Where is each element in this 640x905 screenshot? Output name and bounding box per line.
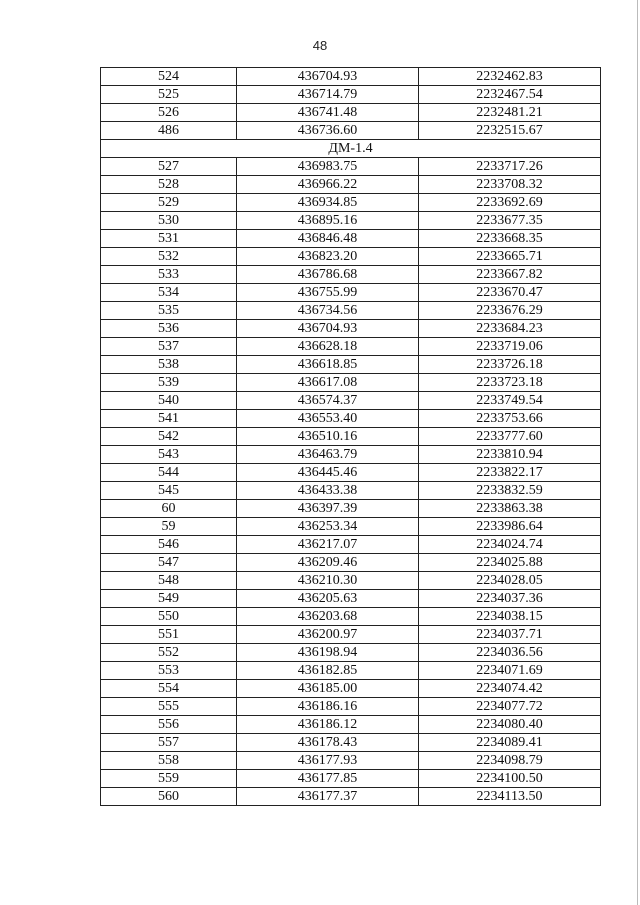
point-number-cell: 548 [101, 572, 237, 590]
y-coordinate-cell: 2234028.05 [419, 572, 601, 590]
y-coordinate-cell: 2233723.18 [419, 374, 601, 392]
x-coordinate-cell: 436895.16 [237, 212, 419, 230]
y-coordinate-cell: 2234025.88 [419, 554, 601, 572]
point-number-cell: 530 [101, 212, 237, 230]
table-row [101, 104, 601, 122]
point-number-cell: 539 [101, 374, 237, 392]
y-coordinate-cell: 2233822.17 [419, 464, 601, 482]
y-coordinate-cell: 2233749.54 [419, 392, 601, 410]
coordinates-table-body [101, 68, 601, 806]
point-number-cell: 541 [101, 410, 237, 428]
table-row [101, 284, 601, 302]
table-row [101, 374, 601, 392]
point-number-cell: 486 [101, 122, 237, 140]
y-coordinate-cell: 2233719.06 [419, 338, 601, 356]
y-coordinate-cell: 2232462.83 [419, 68, 601, 86]
point-number-cell: 542 [101, 428, 237, 446]
table-row [101, 734, 601, 752]
table-row [101, 464, 601, 482]
y-coordinate-cell: 2234098.79 [419, 752, 601, 770]
section-header-row [101, 140, 601, 158]
table-row [101, 356, 601, 374]
x-coordinate-cell: 436617.08 [237, 374, 419, 392]
section-label: ДМ-1.4 [101, 140, 601, 158]
table-row [101, 122, 601, 140]
x-coordinate-cell: 436983.75 [237, 158, 419, 176]
table-row [101, 86, 601, 104]
point-number-cell: 546 [101, 536, 237, 554]
point-number-cell: 525 [101, 86, 237, 104]
point-number-cell: 543 [101, 446, 237, 464]
point-number-cell: 524 [101, 68, 237, 86]
x-coordinate-cell: 436178.43 [237, 734, 419, 752]
point-number-cell: 60 [101, 500, 237, 518]
y-coordinate-cell: 2234074.42 [419, 680, 601, 698]
x-coordinate-cell: 436734.56 [237, 302, 419, 320]
point-number-cell: 554 [101, 680, 237, 698]
y-coordinate-cell: 2234024.74 [419, 536, 601, 554]
table-row [101, 320, 601, 338]
point-number-cell: 535 [101, 302, 237, 320]
point-number-cell: 59 [101, 518, 237, 536]
point-number-cell: 549 [101, 590, 237, 608]
point-number-cell: 540 [101, 392, 237, 410]
x-coordinate-cell: 436628.18 [237, 338, 419, 356]
x-coordinate-cell: 436934.85 [237, 194, 419, 212]
x-coordinate-cell: 436714.79 [237, 86, 419, 104]
coordinates-table [100, 67, 601, 806]
point-number-cell: 544 [101, 464, 237, 482]
table-row [101, 572, 601, 590]
y-coordinate-cell: 2233810.94 [419, 446, 601, 464]
point-number-cell: 551 [101, 626, 237, 644]
x-coordinate-cell: 436704.93 [237, 68, 419, 86]
table-row [101, 482, 601, 500]
table-row [101, 590, 601, 608]
table-row [101, 176, 601, 194]
x-coordinate-cell: 436177.85 [237, 770, 419, 788]
y-coordinate-cell: 2232481.21 [419, 104, 601, 122]
table-row [101, 554, 601, 572]
table-row [101, 266, 601, 284]
page-edge-line [637, 0, 638, 905]
y-coordinate-cell: 2233777.60 [419, 428, 601, 446]
y-coordinate-cell: 2234037.71 [419, 626, 601, 644]
point-number-cell: 552 [101, 644, 237, 662]
y-coordinate-cell: 2234036.56 [419, 644, 601, 662]
table-row [101, 194, 601, 212]
point-number-cell: 538 [101, 356, 237, 374]
y-coordinate-cell: 2233717.26 [419, 158, 601, 176]
table-row [101, 500, 601, 518]
point-number-cell: 532 [101, 248, 237, 266]
y-coordinate-cell: 2233667.82 [419, 266, 601, 284]
x-coordinate-cell: 436209.46 [237, 554, 419, 572]
x-coordinate-cell: 436198.94 [237, 644, 419, 662]
x-coordinate-cell: 436200.97 [237, 626, 419, 644]
x-coordinate-cell: 436177.93 [237, 752, 419, 770]
point-number-cell: 557 [101, 734, 237, 752]
x-coordinate-cell: 436574.37 [237, 392, 419, 410]
y-coordinate-cell: 2233677.35 [419, 212, 601, 230]
x-coordinate-cell: 436203.68 [237, 608, 419, 626]
point-number-cell: 553 [101, 662, 237, 680]
x-coordinate-cell: 436966.22 [237, 176, 419, 194]
table-row [101, 536, 601, 554]
point-number-cell: 536 [101, 320, 237, 338]
y-coordinate-cell: 2234037.36 [419, 590, 601, 608]
table-row [101, 626, 601, 644]
point-number-cell: 533 [101, 266, 237, 284]
y-coordinate-cell: 2233676.29 [419, 302, 601, 320]
table-row [101, 788, 601, 806]
y-coordinate-cell: 2234100.50 [419, 770, 601, 788]
table-row [101, 770, 601, 788]
table-row [101, 212, 601, 230]
x-coordinate-cell: 436186.16 [237, 698, 419, 716]
y-coordinate-cell: 2234077.72 [419, 698, 601, 716]
table-row [101, 518, 601, 536]
table-row [101, 644, 601, 662]
y-coordinate-cell: 2234080.40 [419, 716, 601, 734]
point-number-cell: 558 [101, 752, 237, 770]
table-row [101, 680, 601, 698]
x-coordinate-cell: 436510.16 [237, 428, 419, 446]
x-coordinate-cell: 436786.68 [237, 266, 419, 284]
table-row [101, 410, 601, 428]
table-row [101, 662, 601, 680]
point-number-cell: 556 [101, 716, 237, 734]
page-number: 48 [312, 38, 328, 53]
table-row [101, 302, 601, 320]
table-row [101, 158, 601, 176]
point-number-cell: 555 [101, 698, 237, 716]
point-number-cell: 534 [101, 284, 237, 302]
y-coordinate-cell: 2232467.54 [419, 86, 601, 104]
table-row [101, 428, 601, 446]
y-coordinate-cell: 2233684.23 [419, 320, 601, 338]
x-coordinate-cell: 436186.12 [237, 716, 419, 734]
y-coordinate-cell: 2233692.69 [419, 194, 601, 212]
y-coordinate-cell: 2234071.69 [419, 662, 601, 680]
table-row [101, 230, 601, 248]
x-coordinate-cell: 436823.20 [237, 248, 419, 266]
table-row [101, 338, 601, 356]
point-number-cell: 559 [101, 770, 237, 788]
table-row [101, 608, 601, 626]
x-coordinate-cell: 436463.79 [237, 446, 419, 464]
point-number-cell: 537 [101, 338, 237, 356]
x-coordinate-cell: 436185.00 [237, 680, 419, 698]
y-coordinate-cell: 2232515.67 [419, 122, 601, 140]
y-coordinate-cell: 2233753.66 [419, 410, 601, 428]
table-row [101, 392, 601, 410]
x-coordinate-cell: 436846.48 [237, 230, 419, 248]
x-coordinate-cell: 436445.46 [237, 464, 419, 482]
point-number-cell: 545 [101, 482, 237, 500]
y-coordinate-cell: 2233726.18 [419, 356, 601, 374]
table-row [101, 698, 601, 716]
point-number-cell: 560 [101, 788, 237, 806]
y-coordinate-cell: 2233665.71 [419, 248, 601, 266]
x-coordinate-cell: 436253.34 [237, 518, 419, 536]
table-row [101, 752, 601, 770]
x-coordinate-cell: 436553.40 [237, 410, 419, 428]
x-coordinate-cell: 436397.39 [237, 500, 419, 518]
point-number-cell: 531 [101, 230, 237, 248]
y-coordinate-cell: 2234089.41 [419, 734, 601, 752]
x-coordinate-cell: 436433.38 [237, 482, 419, 500]
x-coordinate-cell: 436177.37 [237, 788, 419, 806]
point-number-cell: 528 [101, 176, 237, 194]
y-coordinate-cell: 2233708.32 [419, 176, 601, 194]
x-coordinate-cell: 436210.30 [237, 572, 419, 590]
y-coordinate-cell: 2233863.38 [419, 500, 601, 518]
table-row [101, 68, 601, 86]
y-coordinate-cell: 2233668.35 [419, 230, 601, 248]
x-coordinate-cell: 436736.60 [237, 122, 419, 140]
y-coordinate-cell: 2234038.15 [419, 608, 601, 626]
x-coordinate-cell: 436704.93 [237, 320, 419, 338]
point-number-cell: 527 [101, 158, 237, 176]
y-coordinate-cell: 2233832.59 [419, 482, 601, 500]
y-coordinate-cell: 2233670.47 [419, 284, 601, 302]
point-number-cell: 526 [101, 104, 237, 122]
y-coordinate-cell: 2234113.50 [419, 788, 601, 806]
point-number-cell: 547 [101, 554, 237, 572]
point-number-cell: 550 [101, 608, 237, 626]
x-coordinate-cell: 436618.85 [237, 356, 419, 374]
point-number-cell: 529 [101, 194, 237, 212]
x-coordinate-cell: 436205.63 [237, 590, 419, 608]
table-row [101, 248, 601, 266]
x-coordinate-cell: 436217.07 [237, 536, 419, 554]
table-row [101, 446, 601, 464]
x-coordinate-cell: 436755.99 [237, 284, 419, 302]
table-row [101, 716, 601, 734]
y-coordinate-cell: 2233986.64 [419, 518, 601, 536]
x-coordinate-cell: 436182.85 [237, 662, 419, 680]
x-coordinate-cell: 436741.48 [237, 104, 419, 122]
